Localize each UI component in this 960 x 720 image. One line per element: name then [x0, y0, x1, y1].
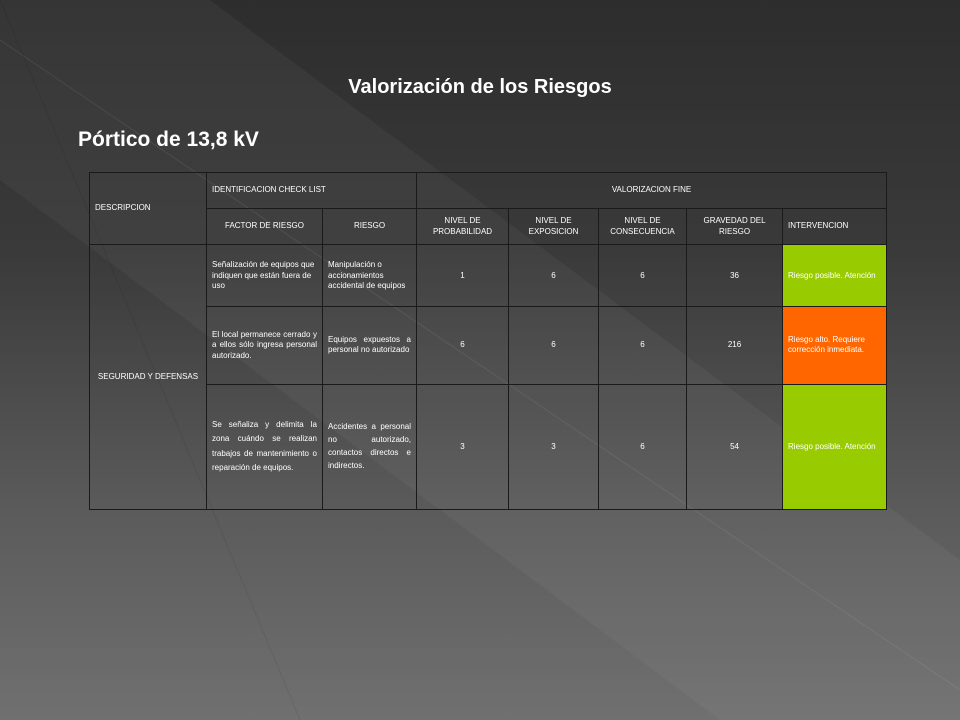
- gravedad-cell: 36: [687, 245, 783, 307]
- consecuencia-cell: 6: [599, 384, 687, 509]
- group-cell: SEGURIDAD Y DEFENSAS: [90, 245, 207, 510]
- header-identificacion: IDENTIFICACION CHECK LIST: [207, 173, 417, 209]
- exposicion-cell: 6: [509, 245, 599, 307]
- gravedad-cell: 216: [687, 307, 783, 384]
- exposicion-cell: 6: [509, 307, 599, 384]
- header-probabilidad: NIVEL DE PROBABILIDAD: [417, 209, 509, 245]
- gravedad-cell: 54: [687, 384, 783, 509]
- probabilidad-cell: 6: [417, 307, 509, 384]
- factor-cell: Señalización de equipos que indiquen que están fuera de uso: [207, 245, 323, 307]
- table-row: [90, 307, 887, 384]
- header-consecuencia: NIVEL DE CONSECUENCIA: [599, 209, 687, 245]
- factor-cell: El local permanece cerrado y a ellos sólo ingresa personal autorizado.: [207, 307, 323, 384]
- probabilidad-cell: 3: [417, 384, 509, 509]
- table-row: [90, 245, 887, 307]
- consecuencia-cell: 6: [599, 307, 687, 384]
- header-factor: FACTOR DE RIESGO: [207, 209, 323, 245]
- header-valorizacion: VALORIZACION FINE: [417, 173, 887, 209]
- factor-cell: Se señaliza y delimita la zona cuándo se realizan trabajos de mantenimiento o reparación de equipos.: [207, 384, 323, 509]
- riesgo-cell: Accidentes a personal no autorizado, contactos directos e indirectos.: [323, 384, 417, 509]
- probabilidad-cell: 1: [417, 245, 509, 307]
- header-row-1: [90, 173, 887, 209]
- table-row: [90, 384, 887, 509]
- header-riesgo: RIESGO: [323, 209, 417, 245]
- intervencion-cell: Riesgo posible. Atención: [783, 384, 887, 509]
- header-descripcion: DESCRIPCION: [90, 173, 207, 245]
- header-exposicion: NIVEL DE EXPOSICION: [509, 209, 599, 245]
- intervencion-cell: Riesgo posible. Atención: [783, 245, 887, 307]
- riesgo-cell: Equipos expuestos a personal no autorizado: [323, 307, 417, 384]
- header-gravedad: GRAVEDAD DEL RIESGO: [687, 209, 783, 245]
- header-intervencion: INTERVENCION: [783, 209, 887, 245]
- slide-subtitle: Pórtico de 13,8 kV: [78, 128, 259, 151]
- exposicion-cell: 3: [509, 384, 599, 509]
- riesgo-cell: Manipulación o accionamientos accidental de equipos: [323, 245, 417, 307]
- consecuencia-cell: 6: [599, 245, 687, 307]
- risk-valuation-table: [89, 172, 887, 510]
- slide-title: Valorización de los Riesgos: [348, 76, 612, 98]
- header-row-2: [90, 209, 887, 245]
- intervencion-cell: Riesgo alto. Requiere corrección inmediata.: [783, 307, 887, 384]
